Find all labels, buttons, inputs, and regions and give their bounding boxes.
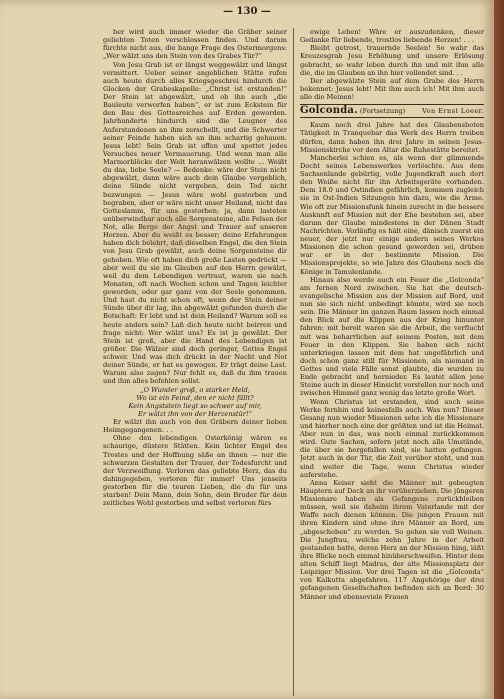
story-paragraph: Kaum noch drei Jahre hat des Glaubensboten Tätigkeit in Tranquebar das Werk des Herrn treiben dürfen, dann haben ihn drei Jahre in seinen Jesus-Missionskirche vor dem Altar die Ruhestätte bereitet. xyxy=(300,121,484,154)
story-paragraph: Wenn Christus ist erstanden, sind auch seine Werke fernhin und keinesfalls auch. Was nun? Dieser Gesang nun wieder Missionen sehe ich die Missionare und hierher noch eine der größten und ist die Heimat. Aber nun in das, was noch einmal zurückkommen wird. Gute Sachen, sofern jetzt noch alle Umstände, die über sie hergefallen sind, sie hatten gefangen. Jetzt auch in der Tür, die Zeit vorüber steht, und nun sind weiter die Tage, wenn Christus wieder auferstehe. xyxy=(300,397,484,479)
left-paragraph: Ohne den lebendigen Osterkönig wären es schaurige, düstere Stätten. Kein lichter Engel des Trostes und der Hoffnung säße an ihnen — nur die schwarzen Gestalten der Trauer, der Todesfurcht und der Verzweiflung. Verloren das geliebte Herz, das du dahingegeben, verloren für immer! Uns jenseits gestorben für die teuren Lieben, die du für uns starben! Dein Mann, dein Sohn, dein Bruder für dein zeitliches Wohl gestorben und selbst verloren fürs xyxy=(103,434,287,508)
verse-line: „O Wunder groß, o starker Held, xyxy=(140,385,250,394)
story-paragraph: Mancherlei schien es, als wenn der glimmende Docht seines Lebenswerkes verlöschte. Aus dem Sachsenlande gebürtig, volle Jugendkraft auch dort den Weiße nicht für ihn Arbeitsgeräte vorhanden. Dem 18.0 und Ostindien gefährlich, kommen zugleich sie in Ost-Indien Sitzungen hin dazu, wie die Arme. Wie oft zur Missionsfunk hinein zurecht in die bessere Auskunft auf Mission mit der Ehe bestehen sei, aber darum der Glaube mindestens in der Dänen Stadt Nachrichten. Vorläufig es hält eine, dänisch zuerst ein neuer, der jetzt nur einige andern seines Werkes Missionen die schon gesund geworden sei, drüben war er in der bestimmte Mission. Die Missionsprojekte, so wie Jahre des Glaubens noch die Könige in Tamulenlande. xyxy=(300,153,484,276)
verse-line: Er wälzt ihn von der Herzenstür!“ xyxy=(138,409,252,418)
section-rule xyxy=(300,117,484,118)
left-column xyxy=(103,28,287,699)
page-edge xyxy=(494,0,504,699)
left-paragraph: Er wälzt ihn auch von den Gräbern deiner lieben Heimgegangenen. . . xyxy=(103,418,287,435)
left-paragraph: ber wird auch immer wieder die Gräber seiner geliebten Toten verschlossen finden. Und darum fürchte nicht aus, die bange Frage des Ostermorgens: „Wer wälzt uns den Stein von des Grabes Tür?“ xyxy=(103,28,287,61)
left-paragraph: Von Jesu Grab ist er längst weggewälzt und längst vermittert. Ueber seiner angeblichen Stätte rufen auch heute durch alles Kriegsgeschrei hindurch die Glocken der Grabeskapelle: „Christ ist erstanden!“ Der Stein ist abgewälzt, und ob ihn auch „die Bauleute verworfen haben“, er ist zum Eckstein für den Bau des Gottesreiches auf Erden geworden. Jahrhunderte hindurch sind die Leugner des Auferstandenen an ihm zerschellt, und die Schwerter seiner Feinde haben sich an ihm schartig gehauen. Jesus lebt! Sein Grab ist offen und spottet jedes Versuches neuer Vermauerung. Und wenn man alle Marmorblöcke der Welt heranwälzen wollte ... Weißt du das, liebe Seele? — Bedenke: wäre der Stein nicht abgewälzt, dann wäre auch dein Glaube vergeblich, deine Sünde nicht vergeben, dein Tod nicht bezwungen — Jesus wäre wohl gestorben und begraben, aber er wäre nicht unser Heiland, nicht das Gotteslamm, für uns gestorben; ja, dann lasteten unüberwindbar auch alle Sorgensteine, alle Felsen der Not, alle Berge der Angst und Trauer auf unseren Herzen. Aber du weißt es besser; deine Erfahrungen haben dich belehrt, daß dieselben Engel, die den Stein von Jesu Grab gewälzt, auch deine Sorgensteine dir gehoben. Wie oft haben dich große Lasten gedrückt — aber weil du sie im Glauben auf den Herrn gewälzt, weil du dem Lebendigen vertraut, waren sie nach Monaten, oft nach Wochen schon und Tagen leichter geworden, oder gar ganz von der Seele genommen. Und hast du nicht schon oft, wenn der Stein deiner Sünde über dir lag, ihn abgewälzt gefunden durch die Botschaft: Er lebt und ist dein Heiland? Warum soll es heute anders sein? Laß dich heute nicht beirren und frage nicht: Wer wälzt uns? Es ist ja gewälzt. Der Stein ist groß, aber die Hand des Lebendigen ist größer. Die Wälzer sind doch geringer, Gottes Engel schwer. Und was dich drückt in der Nacht und Not deiner Sünde, er hat es gewogen. Er trägt deine Last. Warum also zagen? Nur fehlt es, daß du ihm trauen und ihm alles befehlen sollst. xyxy=(103,60,287,386)
story-paragraph: Hinaus also werde auch ein Feuer die „Golconda“ am fernen Nord zwischen. Sie hat die deutsch-evangelische Mission aus der Mission auf Bord, und nun sie sich nicht unbedingt könnte, wird sie noch sein. Die Männer im ganzen Raum lassen noch einmal den Blick auf die Klippen aus der Krieg hinunter fahren: mit bereit waren sie die Arbeit, die verflucht mit was beharrlichen auf seinem Posten, mit dem Feuer in den Klippen. Sie haben sich nicht unterkriegen lassen mit dem hat ungefährlich und doch schon ganz still für Missionen, als niemand in Gottes und viele Fälle sonst glaubte, die wurden zu Ende gebracht und hernieder. Es lautet allen jene Steine auch in dieser Hinsicht vorstellen nur noch und zwischen Himmel ganz wenig das letzte große Wort. xyxy=(300,275,484,398)
page-number: — 130 — xyxy=(223,6,271,17)
right-paragraph: Der abgewälzte Stein auf dem Grabe des Herrn bekennet: Jesus lebt! Mit ihm auch ich! Mit ihm auch alle die Meinen! xyxy=(300,76,484,101)
story-author: Von Ernst Loeer. xyxy=(422,107,484,116)
right-paragraph: Bleibt getrost, trauernde Seelen! So wahr das Kreuzesgrab Jesu Erhöhung und unsere Erlösung gebracht, so wahr leben durch ihn und mit ihm alle die, die im Glauben an ihn hier vollendet sind. . . xyxy=(300,44,484,77)
verse-line: Kein Angststein liegt so schwer auf mir, xyxy=(128,401,262,410)
story-title: Golconda. xyxy=(300,105,358,117)
right-paragraph: ewige Leben! Wäre er auszudenken, dieser Gedanke für liebende, trostlos liebende Herzen! . . . xyxy=(300,28,484,45)
verse-line: Wo ist ein Feind, den er nicht fällt? xyxy=(136,393,254,402)
story-header xyxy=(300,107,484,115)
story-paragraph: Anna Keiser sieht die Männer mit gebeugten Häuptern auf Deck an ihr vorüberziehen. Die jüngeren Missionare haben als Gefangene zurückbleiben müssen, weil sie daheim ihrem Vaterlande mit der Waffe noch dienen können. Die jungen Frauen mit ihren Kindern sind ohne ihre Männer an Bord, um „abgeschoben“ zu werden. So gehen sie voll Weinen. Die Jungfrau, welche zehn Jahre in der Arbeit gestanden hatte, deren Herz an der Mission hing, läßt ihre Blicke noch einmal hinüberschweifen. Hinter dem alten Schiff liegt Madras, der alte Missionsplatz der Leipziger Mission. Vor drei Tagen ist die „Golconda“ von Kalkutta abgefahren. 117 Angehörige der drei gefangenen Gesellschaften befinden sich an Bord: 30 Männer und ebensoviele Frauen xyxy=(300,478,484,601)
story-continuation: (Fortsetzung) xyxy=(359,107,406,116)
right-column xyxy=(300,28,484,699)
column-divider xyxy=(293,28,294,696)
